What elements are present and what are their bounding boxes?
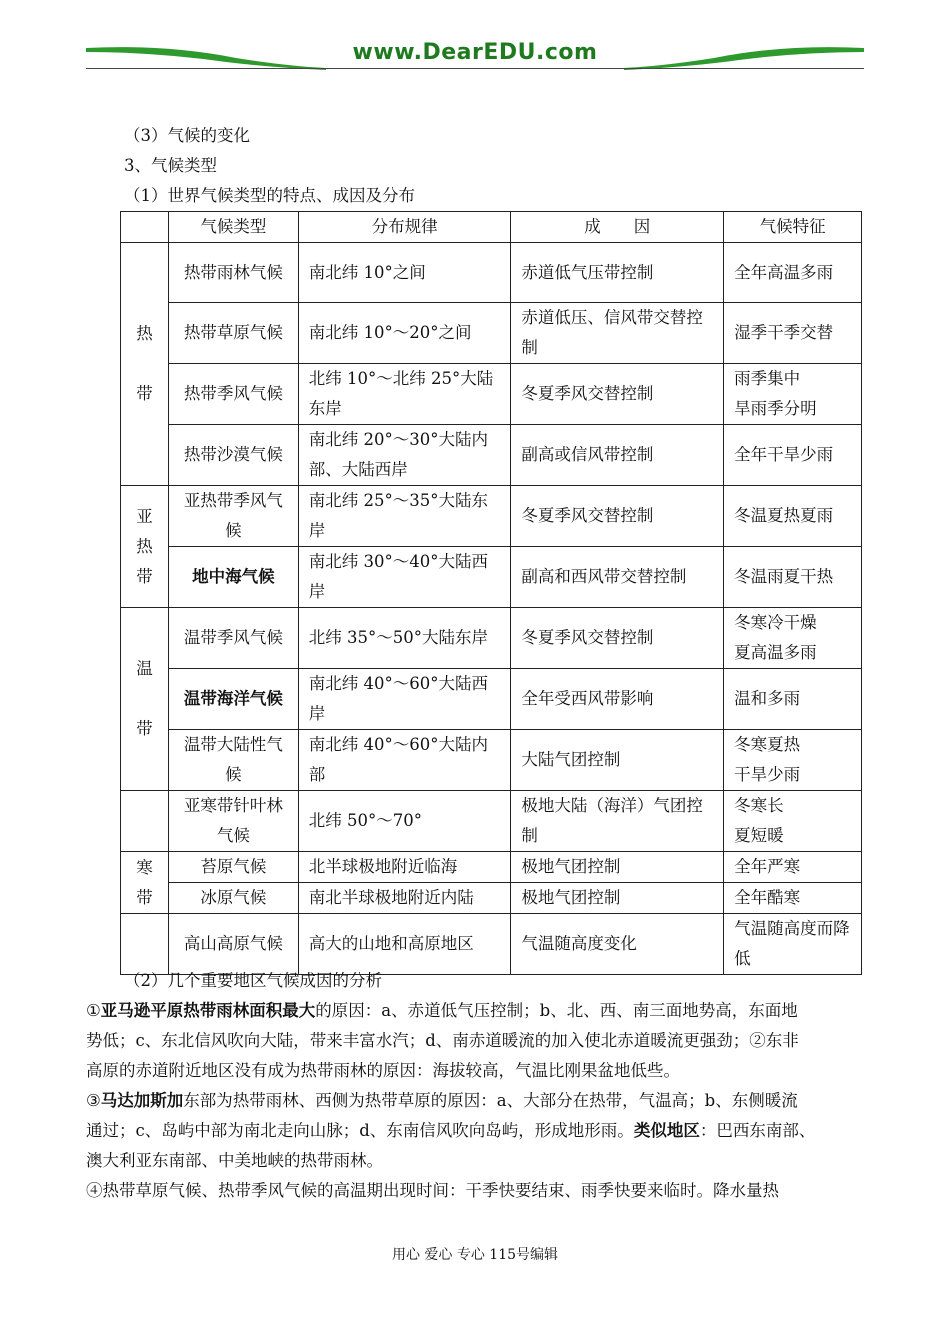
cell-feature: 冬温夏热夏雨 (724, 486, 862, 547)
table-row (121, 486, 862, 547)
paragraph-line (86, 1086, 866, 1116)
zone-tropical: 热 带 (121, 243, 169, 486)
cell-distribution: 南北纬 40°～60°大陆内部 (298, 730, 511, 791)
table-row (121, 243, 862, 303)
cell-type: 热带季风气候 (168, 364, 298, 425)
cell-cause: 副高和西风带交替控制 (511, 547, 724, 608)
header-zone (121, 212, 169, 243)
climate-table (120, 211, 862, 975)
cell-cause: 全年受西风带影响 (511, 669, 724, 730)
cell-feature: 冬寒冷干燥 夏高温多雨 (724, 608, 862, 669)
header-feature: 气候特征 (724, 212, 862, 243)
cell-cause: 大陆气团控制 (511, 730, 724, 791)
paragraph-line: 澳大利亚东南部、中美地峡的热带雨林。 (86, 1151, 383, 1170)
cell-type: 亚寒带针叶林气候 (168, 791, 298, 852)
cell-feature: 全年干旱少雨 (724, 425, 862, 486)
bold-term: 亚马逊平原热带雨林面积最大 (100, 1001, 316, 1020)
cell-type: 苔原气候 (168, 852, 298, 883)
table-row (121, 425, 862, 486)
bold-term: 类似地区 (633, 1121, 700, 1140)
paragraph-text: ：巴西东南部、 (699, 1121, 816, 1140)
cell-feature: 全年酷寒 (724, 883, 862, 914)
page-footer: 用心 爱心 专心 115号编辑 (391, 1247, 559, 1263)
page-header (86, 38, 864, 72)
cell-type: 亚热带季风气候 (168, 486, 298, 547)
cell-cause: 赤道低气压带控制 (511, 243, 724, 303)
cell-cause: 冬夏季风交替控制 (511, 364, 724, 425)
table-row (121, 608, 862, 669)
cell-type: 冰原气候 (168, 883, 298, 914)
cell-type: 温带大陆性气候 (168, 730, 298, 791)
cell-distribution: 北半球极地附近临海 (298, 852, 511, 883)
cell-cause: 极地气团控制 (511, 852, 724, 883)
paragraph-line (86, 1116, 866, 1146)
cell-cause: 气温随高度变化 (511, 914, 724, 975)
paragraph-line: ④热带草原气候、热带季风气候的高温期出现时间：干季快要结束、雨季快要来临时。降水量热 (86, 1181, 779, 1200)
cell-feature: 冬温雨夏干热 (724, 547, 862, 608)
cell-distribution: 南北纬 10°之间 (298, 243, 511, 303)
zone-cold: 寒 带 (121, 852, 169, 914)
table-row (121, 730, 862, 791)
cell-cause: 冬夏季风交替控制 (511, 608, 724, 669)
cell-cause: 极地大陆（海洋）气团控制 (511, 791, 724, 852)
zone-temperate: 温 带 (121, 608, 169, 791)
cell-type: 热带雨林气候 (168, 243, 298, 303)
cell-feature: 气温随高度而降低 (724, 914, 862, 975)
paragraph-text: 东部为热带雨林、西侧为热带草原的原因：a、大部分在热带，气温高；b、东侧暖流 (183, 1091, 798, 1110)
header-rule (86, 68, 864, 69)
cell-cause: 冬夏季风交替控制 (511, 486, 724, 547)
paragraph-line (86, 996, 866, 1026)
paragraph-text: 通过；c、岛屿中部为南北走向山脉；d、东南信风吹向岛屿，形成地形雨。 (86, 1121, 634, 1140)
header-distribution: 分布规律 (298, 212, 511, 243)
cell-feature: 温和多雨 (724, 669, 862, 730)
line-table-caption: （1）世界气候类型的特点、成因及分布 (124, 186, 415, 205)
cell-distribution: 南北半球极地附近内陆 (298, 883, 511, 914)
line-climate-change: （3）气候的变化 (124, 126, 250, 145)
cell-feature: 湿季干季交替 (724, 303, 862, 364)
zone-subarctic (121, 791, 169, 852)
paragraph-text: 的原因：a、赤道低气压控制；b、北、西、南三面地势高，东面地 (315, 1001, 798, 1020)
list-marker: ③ (86, 1091, 101, 1110)
cell-distribution: 南北纬 20°～30°大陆内部、大陆西岸 (298, 425, 511, 486)
cell-distribution: 南北纬 40°～60°大陆西岸 (298, 669, 511, 730)
cell-feature: 全年高温多雨 (724, 243, 862, 303)
cell-distribution: 南北纬 30°～40°大陆西岸 (298, 547, 511, 608)
table-row (121, 547, 862, 608)
cell-type: 热带草原气候 (168, 303, 298, 364)
cell-cause: 极地气团控制 (511, 883, 724, 914)
table-row (121, 303, 862, 364)
cell-cause: 副高或信风带控制 (511, 425, 724, 486)
cell-distribution: 北纬 50°～70° (298, 791, 511, 852)
cell-type: 地中海气候 (168, 547, 298, 608)
cell-distribution: 北纬 10°～北纬 25°大陆东岸 (298, 364, 511, 425)
cell-feature: 冬寒夏热 干旱少雨 (724, 730, 862, 791)
bold-term: 马达加斯加 (100, 1091, 184, 1110)
cell-distribution: 南北纬 10°～20°之间 (298, 303, 511, 364)
table-header-row (121, 212, 862, 243)
header-cause: 成 因 (511, 212, 724, 243)
cell-type: 温带季风气候 (168, 608, 298, 669)
cell-type: 高山高原气候 (168, 914, 298, 975)
zone-subtropical: 亚 热 带 (121, 486, 169, 608)
cell-feature: 雨季集中 旱雨季分明 (724, 364, 862, 425)
cell-distribution: 高大的山地和高原地区 (298, 914, 511, 975)
header-type: 气候类型 (168, 212, 298, 243)
section2-body (86, 996, 866, 1206)
cell-type: 热带沙漠气候 (168, 425, 298, 486)
list-marker: ① (86, 1001, 101, 1020)
cell-feature: 全年严寒 (724, 852, 862, 883)
cell-distribution: 北纬 35°～50°大陆东岸 (298, 608, 511, 669)
table-row (121, 364, 862, 425)
site-logo-text: www.DearEDU.com (352, 40, 598, 65)
cell-cause: 赤道低压、信风带交替控制 (511, 303, 724, 364)
cell-feature: 冬寒长 夏短暖 (724, 791, 862, 852)
table-row (121, 791, 862, 852)
table-row (121, 669, 862, 730)
section2-title: （2）几个重要地区气候成因的分析 (124, 971, 382, 990)
cell-distribution: 南北纬 25°～35°大陆东岸 (298, 486, 511, 547)
cell-type: 温带海洋气候 (168, 669, 298, 730)
paragraph-line: 高原的赤道附近地区没有成为热带雨林的原因：海拔较高，气温比刚果盆地低些。 (86, 1061, 680, 1080)
table-row (121, 852, 862, 883)
line-climate-types: 3、气候类型 (124, 156, 217, 175)
paragraph-line: 势低；c、东北信风吹向大陆，带来丰富水汽；d、南赤道暖流的加入使北赤道暖流更强劲；②东非 (86, 1031, 799, 1050)
table-row (121, 883, 862, 914)
